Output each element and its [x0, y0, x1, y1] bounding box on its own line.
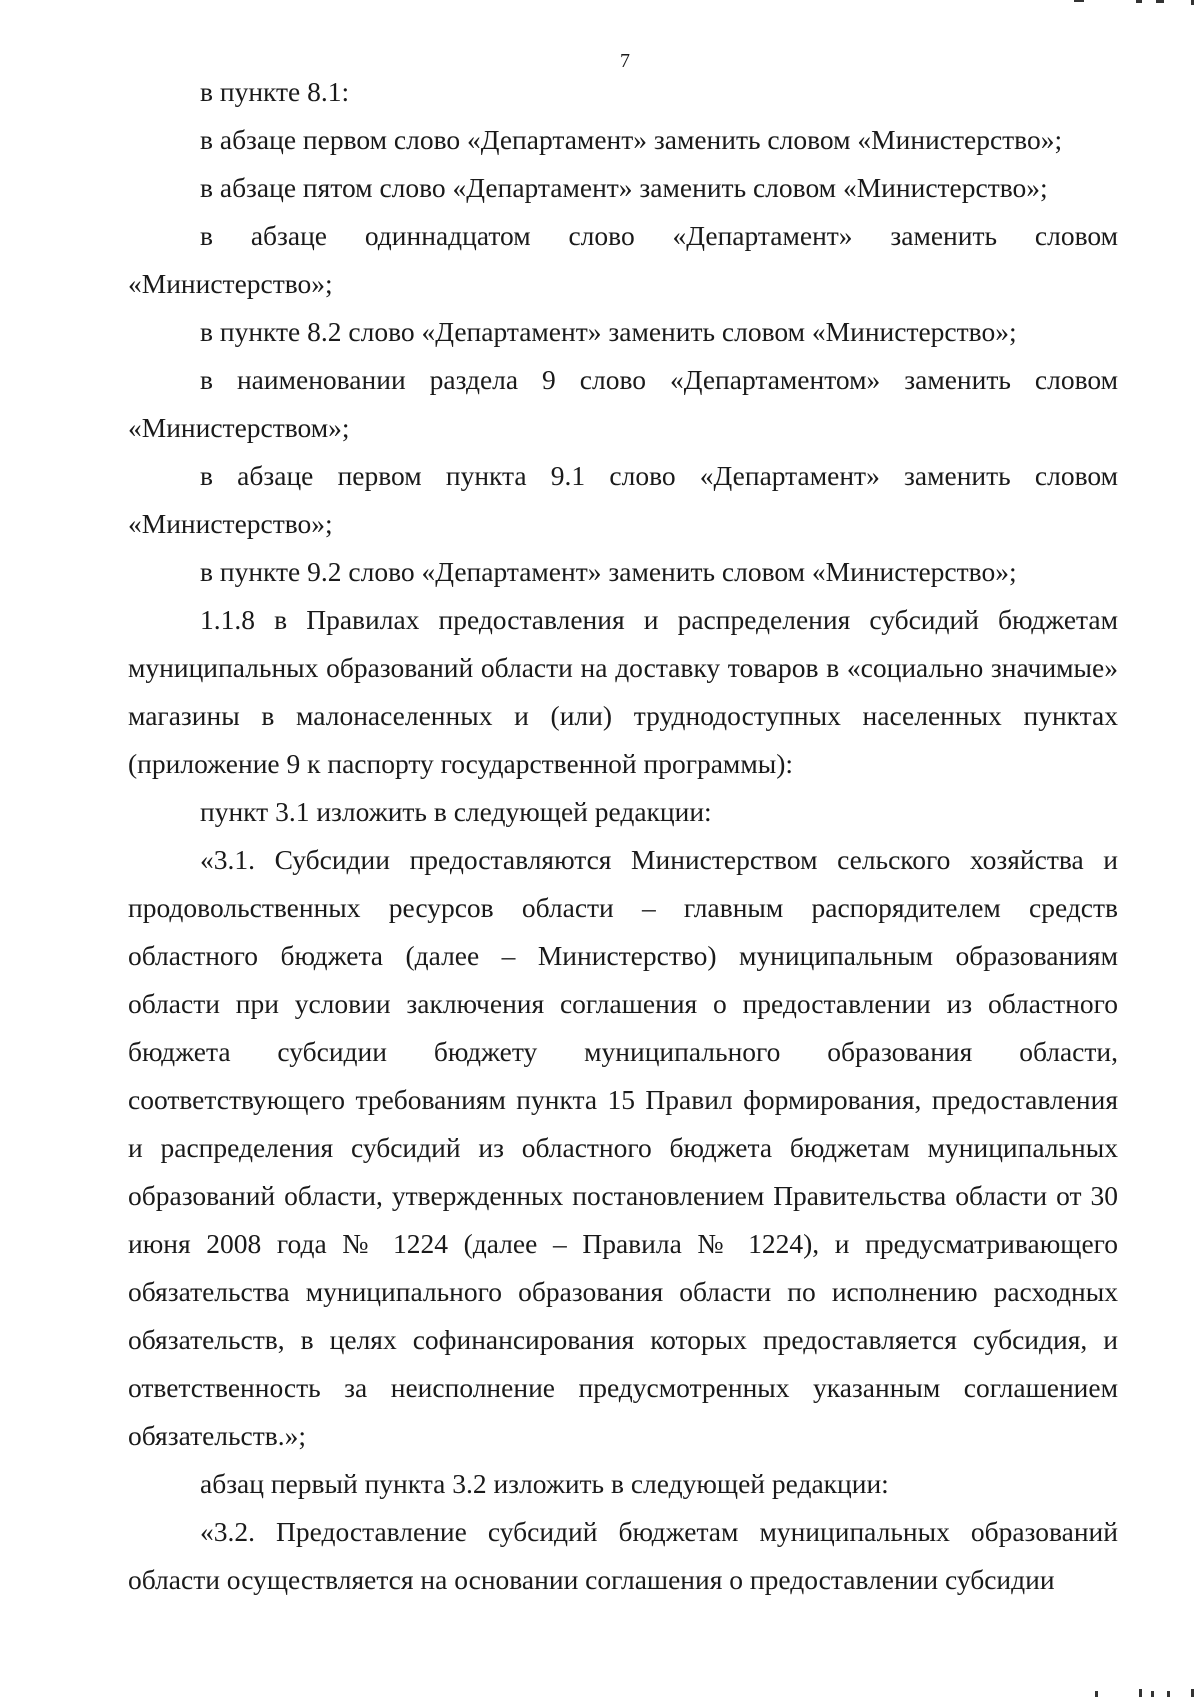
paragraph: в абзаце первом пункта 9.1 слово «Департамент» заменить словом «Министерство»;: [128, 460, 1118, 539]
paragraph: пункт 3.1 изложить в следующей редакции:: [200, 796, 712, 827]
paragraph: в абзаце первом слово «Департамент» заменить словом «Министерство»;: [200, 124, 1063, 155]
paragraph: 1.1.8 в Правилах предоставления и распределения субсидий бюджетам муниципальных образований области на доставку товаров в «социально значимые» магазины в малонаселенных и (или) труднодоступных населенных пунктах (приложение 9 к паспорту государственной программы):: [128, 604, 1118, 779]
paragraph: в абзаце одиннадцатом слово «Департамент» заменить словом «Министерство»;: [128, 220, 1118, 299]
paragraph: абзац первый пункта 3.2 изложить в следующей редакции:: [200, 1468, 889, 1499]
paragraph: в наименовании раздела 9 слово «Департаментом» заменить словом «Министерством»;: [128, 364, 1118, 443]
document-body: [128, 68, 1118, 1604]
paragraph: «3.2. Предоставление субсидий бюджетам муниципальных образований области осуществляется на основании соглашения о предоставлении субсидии: [128, 1516, 1118, 1595]
page-number: 7: [620, 50, 630, 72]
paragraph: в пункте 8.2 слово «Департамент» заменить словом «Министерство»;: [200, 316, 1017, 347]
paragraph: в пункте 8.1:: [200, 76, 350, 107]
paragraph: в пункте 9.2 слово «Департамент» заменить словом «Министерство»;: [200, 556, 1017, 587]
scan-edge-marks-bottom: [1054, 1687, 1194, 1697]
paragraph: в абзаце пятом слово «Департамент» заменить словом «Министерство»;: [200, 172, 1048, 203]
paragraph: «3.1. Субсидии предоставляются Министерством сельского хозяйства и продовольственных ресурсов области – главным распорядителем средств областного бюджета (далее – Министерство) муниципальным образованиям области при условии заключения соглашения о предоставлении из областного бюджета субсидии бюджету муниципального образования области, соответствующего требованиям пункта 15 Правил формирования, предоставления и распределения субсидий из областного бюджета бюджетам муниципальных образований области, утвержденных постановлением Правительства области от 30 июня 2008 года № 1224 (далее – Правила № 1224), и предусматривающего обязательства муниципального образования области по исполнению расходных обязательств, в целях софинансирования которых предоставляется субсидия, и ответственность за неисполнение предусмотренных указанным соглашением обязательств.»;: [128, 844, 1118, 1451]
scan-edge-marks-top: [1034, 0, 1194, 6]
